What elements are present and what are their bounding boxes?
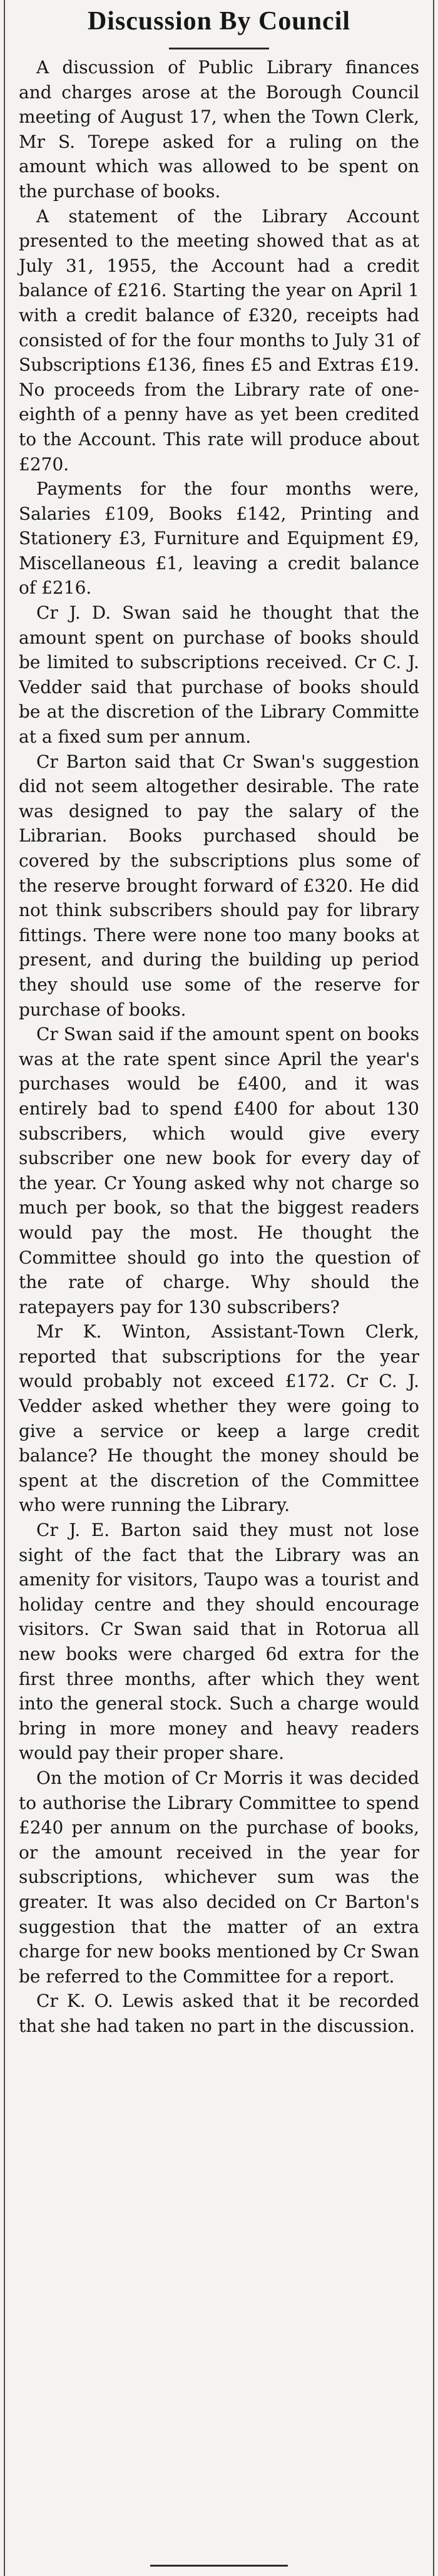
paragraph: On the motion of Cr Morris it was decided to authorise the Library Committee to spend £240 per annum on the purchase of books, or the amount received in the year for subscriptions, whichever sum was the greater. It was also decided on Cr Barton's suggestion that the matter of an extra charge for new books mentioned by Cr Swan be referred to the Committee for a report. [19, 1767, 419, 1987]
paragraph: Cr Swan said if the amount spent on books was at the rate spent since April the year's purchases would be £400, and it was entirely bad to spend £400 for about 130 subscribers, which would give every subscriber one new book for every day of the year. Cr Young asked why not charge so much per book, so that the biggest readers would pay the most. He thought the Committee should go into the question of the rate of charge. Why should the ratepayers pay for 130 subscribers? [19, 1024, 419, 1317]
headline-rule [169, 48, 269, 49]
paragraph: A statement of the Library Account presented to the meeting showed that as at July 31, 1955, the Account had a credit balance of £216. Starting the year on April 1 with a credit balance of £320, receipts had consisted of for the four months to July 31 of Subscriptions £136, fines £5 and Extras £19. No proceeds from the Library rate of one-eighth of a penny have as yet been credited to the Account. This rate will produce about £270. [19, 205, 419, 475]
paragraph: Cr K. O. Lewis asked that it be recorded that she had taken no part in the discussion. [19, 1991, 419, 2036]
article-body [19, 55, 419, 2039]
end-rule [150, 2565, 288, 2567]
newspaper-column [4, 0, 434, 2576]
paragraph: Cr J. E. Barton said they must not lose sight of the fact that the Library was an amenity for visitors, Taupo was a tourist and holiday centre and they should encourage visitors. Cr Swan said that in Rotorua all new books were charged 6d extra for the first three months, after which they went into the general stock. Such a charge would bring in more money and heavy readers would pay their proper share. [19, 1520, 419, 1764]
paragraph: A discussion of Public Library finances and charges arose at the Borough Council meeting of August 17, when the Town Clerk, Mr S. Torepe asked for a ruling on the amount which was allowed to be spent on the purchase of books. [19, 57, 419, 202]
paragraph: Cr Barton said that Cr Swan's suggestion did not seem altogether desirable. The rate was designed to pay the salary of the Librarian. Books purchased should be covered by the subscriptions plus some of the reserve brought forward of £320. He did not think subscribers should pay for library fittings. There were none too many books at present, and during the building up period they should use some of the reserve for purchase of books. [19, 751, 419, 1020]
paragraph: Mr K. Winton, Assistant-Town Clerk, reported that subscriptions for the year would probably not exceed £172. Cr C. J. Vedder asked whether they were going to give a service or keep a large credit balance? He thought the money should be spent at the discretion of the Committee who were running the Library. [19, 1321, 419, 1516]
paragraph: Cr J. D. Swan said he thought that the amount spent on purchase of books should be limited to subscriptions received. Cr C. J. Vedder said that purchase of books should be at the discretion of the Library Committe at a fixed sum per annum. [19, 602, 419, 748]
paragraph: Payments for the four months were, Salaries £109, Books £142, Printing and Stationery £3, Furniture and Equipment £9, Miscellaneous £1, leaving a credit balance of £216. [19, 478, 419, 599]
headline: Discussion By Council [87, 7, 351, 36]
